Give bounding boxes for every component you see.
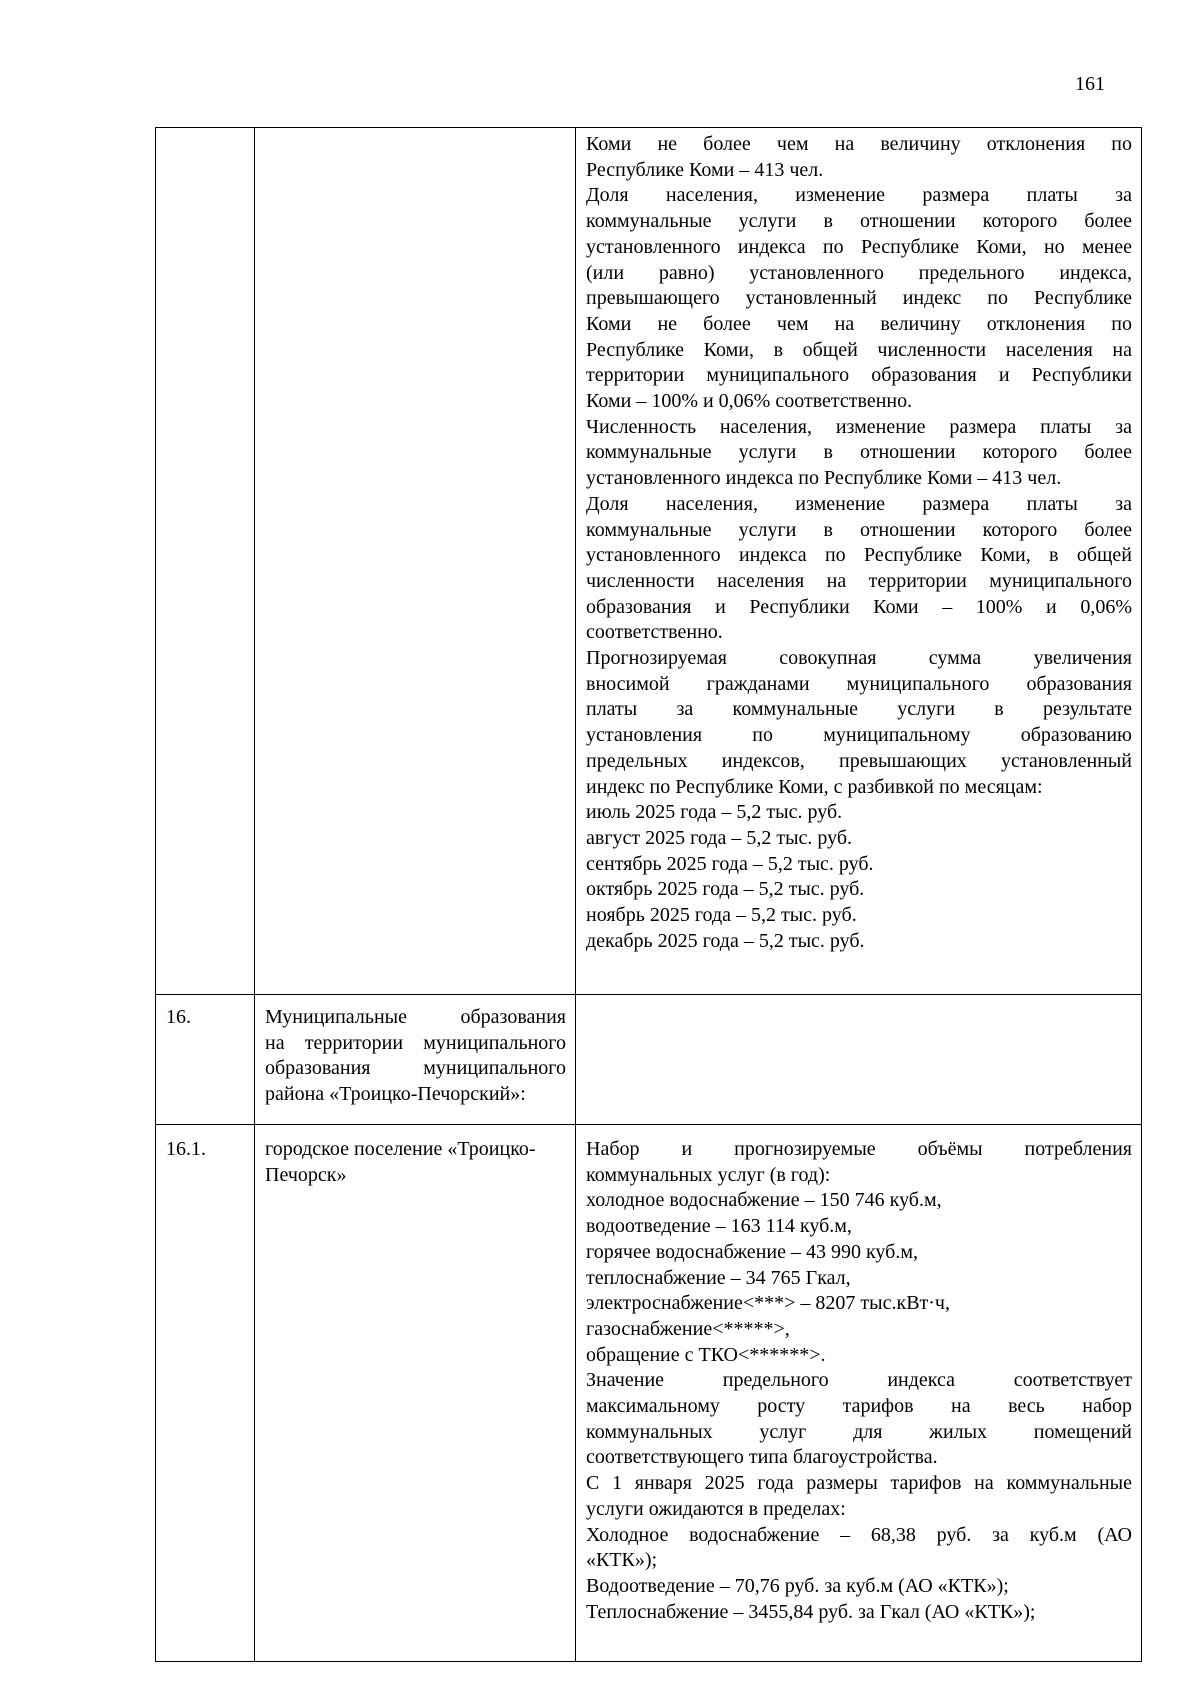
text-line: Значение предельного индекса соответствует: [586, 1369, 1132, 1392]
row-number-cell: 16.1.: [156, 1125, 255, 1662]
text-line: С 1 января 2025 года размеры тарифов на коммунальные: [586, 1472, 1132, 1495]
text-line: Республике Коми – 413 чел.: [586, 158, 824, 181]
text-line: октябрь 2025 года – 5,2 тыс. руб.: [586, 878, 865, 901]
text-line: июль 2025 года – 5,2 тыс. руб.: [586, 801, 843, 824]
text-line: обращение с ТКО<******>.: [586, 1343, 826, 1366]
text-line: вносимой гражданами муниципального образования: [586, 672, 1132, 695]
text-line: территории муниципального образования и Республики: [586, 364, 1132, 387]
row-number-cell: 16.: [156, 995, 255, 1125]
text-line: холодное водоснабжение – 150 746 куб.м,: [586, 1189, 942, 1212]
text-line: Коми не более чем на величину отклонения по: [586, 133, 1132, 155]
municipality-name-cell: [255, 1125, 576, 1662]
table-row: [156, 995, 1142, 1125]
document-table: [155, 127, 1142, 1662]
table-row: [156, 128, 1142, 995]
text-line: коммунальные услуги в отношении которого более: [586, 518, 1132, 541]
text-line: Теплоснабжение – 3455,84 руб. за Гкал (АО «КТК»);: [586, 1600, 1036, 1623]
text-line: образования и Республики Коми – 100% и 0,06%: [586, 595, 1132, 618]
text-line: Коми не более чем на величину отклонения по: [586, 312, 1132, 335]
text-line: установленного индекса по Республике Коми, но менее: [586, 235, 1132, 258]
text-line: Доля населения, изменение размера платы за: [586, 492, 1132, 515]
municipality-name-cell: [255, 128, 576, 995]
text-line: Холодное водоснабжение – 68,38 руб. за куб.м (АО: [586, 1523, 1132, 1546]
text-line: Республике Коми, в общей численности населения на: [586, 338, 1132, 361]
text-line: платы за коммунальные услуги в результате: [586, 698, 1132, 721]
text-line: коммунальных услуг для жилых помещений: [586, 1420, 1132, 1443]
text-line: услуги ожидаются в пределах:: [586, 1497, 846, 1520]
text-line: численности населения на территории муниципального: [586, 569, 1132, 592]
municipality-name-cell: [255, 995, 576, 1125]
description-cell: [576, 1125, 1142, 1662]
text-line: коммунальных услуг (в год):: [586, 1163, 831, 1186]
text-line: коммунальные услуги в отношении которого более: [586, 441, 1132, 464]
text-line: электроснабжение<***> – 8207 тыс.кВт·ч,: [586, 1292, 950, 1315]
text-line: Набор и прогнозируемые объёмы потребления: [586, 1138, 1132, 1160]
text-line: максимальному росту тарифов на весь набор: [586, 1395, 1132, 1418]
text-line: Печорск»: [265, 1163, 347, 1186]
text-line: коммунальные услуги в отношении которого более: [586, 210, 1132, 233]
text-line: Прогнозируемая совокупная сумма увеличения: [586, 647, 1132, 670]
text-line: соответствующего типа благоустройства.: [586, 1446, 938, 1469]
text-line: Коми – 100% и 0,06% соответственно.: [586, 390, 913, 413]
text-line: предельных индексов, превышающих установленный: [586, 749, 1132, 772]
text-line: образования муниципального: [265, 1057, 566, 1080]
text-line: индекс по Республике Коми, с разбивкой по месяцам:: [586, 775, 1043, 798]
text-line: Доля населения, изменение размера платы за: [586, 184, 1132, 207]
text-line: горячее водоснабжение – 43 990 куб.м,: [586, 1240, 918, 1263]
text-line: сентябрь 2025 года – 5,2 тыс. руб.: [586, 852, 874, 875]
description-cell: [576, 995, 1142, 1125]
text-line: декабрь 2025 года – 5,2 тыс. руб.: [586, 929, 865, 952]
text-line: на территории муниципального: [265, 1031, 566, 1054]
text-line: теплоснабжение – 34 765 Гкал,: [586, 1266, 851, 1289]
table-row: [156, 1125, 1142, 1662]
text-line: установленного индекса по Республике Коми, в общей: [586, 544, 1132, 567]
text-line: превышающего установленный индекс по Республике: [586, 287, 1132, 310]
description-cell: [576, 128, 1142, 995]
text-line: Водоотведение – 70,76 руб. за куб.м (АО «КТК»);: [586, 1574, 1009, 1597]
text-line: района «Троицко-Печорский»:: [265, 1083, 526, 1106]
text-line: Муниципальные образования: [265, 1006, 566, 1028]
text-line: Численность населения, изменение размера платы за: [586, 415, 1132, 438]
text-line: ноябрь 2025 года – 5,2 тыс. руб.: [586, 904, 857, 927]
text-line: газоснабжение<*****>,: [586, 1317, 790, 1340]
page-number: 161: [1075, 73, 1105, 95]
text-line: водоотведение – 163 114 куб.м,: [586, 1215, 852, 1238]
text-line: соответственно.: [586, 621, 723, 644]
text-line: установления по муниципальному образованию: [586, 724, 1132, 747]
row-number-cell: [156, 128, 255, 995]
text-line: (или равно) установленного предельного индекса,: [586, 261, 1132, 284]
text-line: «КТК»);: [586, 1549, 658, 1572]
text-line: установленного индекса по Республике Коми – 413 чел.: [586, 467, 1062, 490]
text-line: август 2025 года – 5,2 тыс. руб.: [586, 826, 853, 849]
text-line: городское поселение «Троицко-: [265, 1138, 536, 1160]
